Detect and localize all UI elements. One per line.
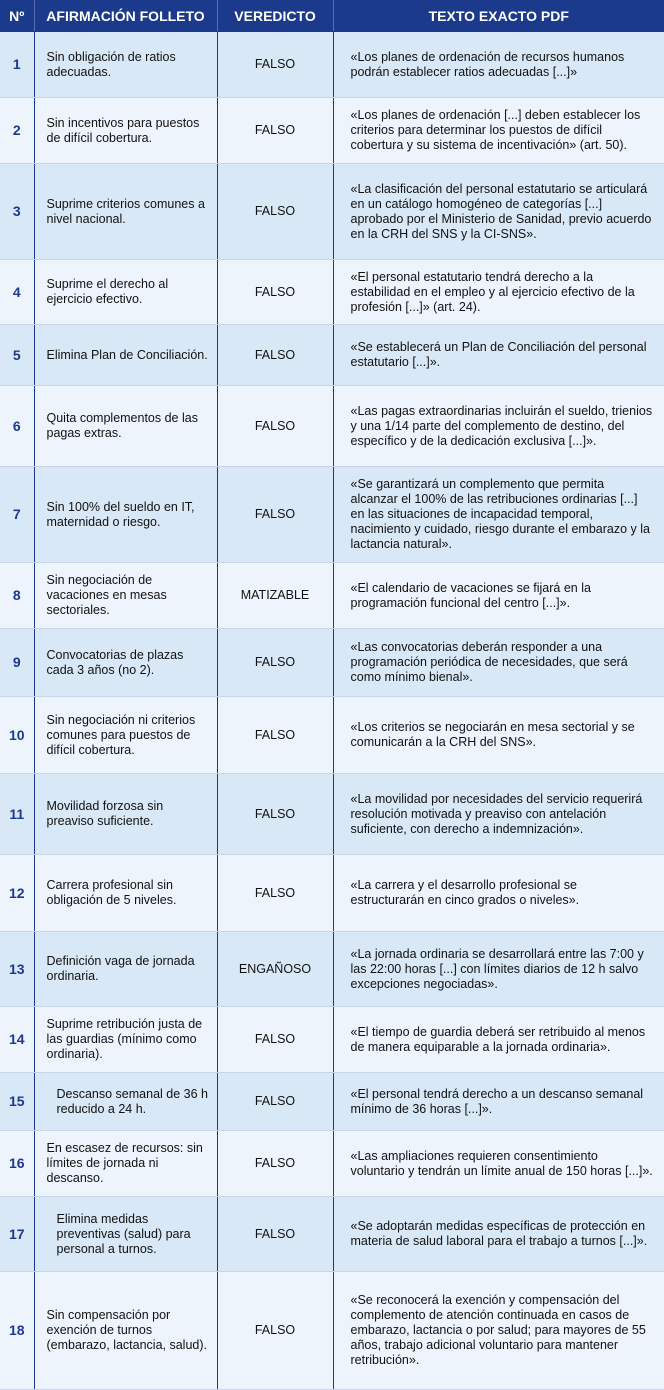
- row-quote: «Los criterios se negociarán en mesa sectorial y se comunicarán a la CRH del SNS».: [333, 697, 664, 774]
- table-body: [0, 32, 664, 1390]
- table-header: [0, 0, 664, 32]
- row-quote: «La jornada ordinaria se desarrollará entre las 7:00 y las 22:00 horas [...] con límites diarios de 12 h salvo excepciones negociadas».: [333, 932, 664, 1007]
- table-row: [0, 1272, 664, 1390]
- table-row: [0, 386, 664, 467]
- row-quote: «La clasificación del personal estatutario se articulará en un catálogo homogéneo de categorías [...] aprobado por el Ministerio de Sanidad, previo acuerdo en la CRH del SNS y la CI-SNS».: [333, 164, 664, 260]
- row-verdict: FALSO: [217, 1272, 333, 1390]
- row-claim: Sin negociación de vacaciones en mesas sectoriales.: [34, 563, 217, 629]
- table-row: [0, 325, 664, 386]
- row-quote: «Se establecerá un Plan de Conciliación del personal estatutario [...]».: [333, 325, 664, 386]
- row-verdict: FALSO: [217, 325, 333, 386]
- row-number: 3: [0, 164, 34, 260]
- table-row: [0, 32, 664, 98]
- row-claim: Sin compensación por exención de turnos (embarazo, lactancia, salud).: [34, 1272, 217, 1390]
- row-number: 8: [0, 563, 34, 629]
- row-quote: «Se adoptarán medidas específicas de protección en materia de salud laboral para el trabajo a turnos [...]».: [333, 1197, 664, 1272]
- row-number: 11: [0, 774, 34, 855]
- table-row: [0, 774, 664, 855]
- row-number: 16: [0, 1131, 34, 1197]
- row-verdict: MATIZABLE: [217, 563, 333, 629]
- row-quote: «El tiempo de guardia deberá ser retribuido al menos de manera equiparable a la jornada ordinaria».: [333, 1007, 664, 1073]
- row-number: 4: [0, 260, 34, 325]
- row-number: 15: [0, 1073, 34, 1131]
- row-verdict: FALSO: [217, 855, 333, 932]
- header-quote: TEXTO EXACTO PDF: [333, 0, 664, 32]
- table-row: [0, 629, 664, 697]
- row-claim: Quita complementos de las pagas extras.: [34, 386, 217, 467]
- header-claim: AFIRMACIÓN FOLLETO: [34, 0, 217, 32]
- row-claim: Sin obligación de ratios adecuadas.: [34, 32, 217, 98]
- table-row: [0, 1007, 664, 1073]
- row-verdict: FALSO: [217, 1197, 333, 1272]
- row-quote: «La movilidad por necesidades del servicio requerirá resolución motivada y preaviso con antelación suficiente, con derecho a indemnización».: [333, 774, 664, 855]
- row-quote: «Se garantizará un complemento que permita alcanzar el 100% de las retribuciones ordinarias [...] en las situaciones de incapacidad temporal, nacimiento y cuidado, riesgo durante el embarazo y la lactancia natural».: [333, 467, 664, 563]
- row-claim: Suprime retribución justa de las guardias (mínimo como ordinaria).: [34, 1007, 217, 1073]
- row-verdict: FALSO: [217, 1007, 333, 1073]
- row-quote: «La carrera y el desarrollo profesional se estructurarán en cinco grados o niveles».: [333, 855, 664, 932]
- table-row: [0, 260, 664, 325]
- row-claim: Descanso semanal de 36 h reducido a 24 h.: [34, 1073, 217, 1131]
- table-row: [0, 1131, 664, 1197]
- table-row: [0, 563, 664, 629]
- row-number: 7: [0, 467, 34, 563]
- row-verdict: FALSO: [217, 1131, 333, 1197]
- row-quote: «Los planes de ordenación [...] deben establecer los criterios para determinar los puestos de difícil cobertura y su sistema de incentivación» (art. 50).: [333, 98, 664, 164]
- row-claim: Sin 100% del sueldo en IT, maternidad o riesgo.: [34, 467, 217, 563]
- table-row: [0, 932, 664, 1007]
- row-number: 18: [0, 1272, 34, 1390]
- row-verdict: FALSO: [217, 774, 333, 855]
- header-row: [0, 0, 664, 32]
- row-claim: Definición vaga de jornada ordinaria.: [34, 932, 217, 1007]
- row-quote: «El personal tendrá derecho a un descanso semanal mínimo de 36 horas [...]».: [333, 1073, 664, 1131]
- table-row: [0, 855, 664, 932]
- table-row: [0, 164, 664, 260]
- table-row: [0, 1197, 664, 1272]
- row-verdict: FALSO: [217, 1073, 333, 1131]
- row-verdict: FALSO: [217, 467, 333, 563]
- row-verdict: FALSO: [217, 98, 333, 164]
- row-number: 9: [0, 629, 34, 697]
- row-claim: En escasez de recursos: sin límites de jornada ni descanso.: [34, 1131, 217, 1197]
- row-verdict: FALSO: [217, 32, 333, 98]
- row-number: 17: [0, 1197, 34, 1272]
- row-number: 12: [0, 855, 34, 932]
- row-quote: «El personal estatutario tendrá derecho a la estabilidad en el empleo y al ejercicio efectivo de la profesión [...]» (art. 24).: [333, 260, 664, 325]
- header-verdict: VEREDICTO: [217, 0, 333, 32]
- row-number: 2: [0, 98, 34, 164]
- row-claim: Movilidad forzosa sin preaviso suficiente.: [34, 774, 217, 855]
- row-quote: «Se reconocerá la exención y compensación del complemento de atención continuada en casos de embarazo, lactancia o por salud; para mayores de 55 años, trabajo adicional voluntario para mantener retribución».: [333, 1272, 664, 1390]
- row-claim: Convocatorias de plazas cada 3 años (no 2).: [34, 629, 217, 697]
- row-number: 14: [0, 1007, 34, 1073]
- row-number: 5: [0, 325, 34, 386]
- row-verdict: FALSO: [217, 629, 333, 697]
- row-quote: «El calendario de vacaciones se fijará en la programación funcional del centro [...]».: [333, 563, 664, 629]
- header-num: Nº: [0, 0, 34, 32]
- table-row: [0, 98, 664, 164]
- row-quote: «Las pagas extraordinarias incluirán el sueldo, trienios y una 1/14 parte del complemento de destino, del específico y de la dedicación exclusiva [...]».: [333, 386, 664, 467]
- row-number: 10: [0, 697, 34, 774]
- row-claim: Sin negociación ni criterios comunes para puestos de difícil cobertura.: [34, 697, 217, 774]
- row-verdict: ENGAÑOSO: [217, 932, 333, 1007]
- row-number: 1: [0, 32, 34, 98]
- table-row: [0, 467, 664, 563]
- row-verdict: FALSO: [217, 386, 333, 467]
- row-claim: Elimina medidas preventivas (salud) para personal a turnos.: [34, 1197, 217, 1272]
- row-verdict: FALSO: [217, 260, 333, 325]
- row-number: 13: [0, 932, 34, 1007]
- row-claim: Carrera profesional sin obligación de 5 niveles.: [34, 855, 217, 932]
- row-claim: Elimina Plan de Conciliación.: [34, 325, 217, 386]
- row-number: 6: [0, 386, 34, 467]
- row-claim: Suprime el derecho al ejercicio efectivo.: [34, 260, 217, 325]
- row-verdict: FALSO: [217, 697, 333, 774]
- table-row: [0, 697, 664, 774]
- table-row: [0, 1073, 664, 1131]
- row-quote: «Los planes de ordenación de recursos humanos podrán establecer ratios adecuadas [...]»: [333, 32, 664, 98]
- row-claim: Sin incentivos para puestos de difícil cobertura.: [34, 98, 217, 164]
- row-claim: Suprime criterios comunes a nivel nacional.: [34, 164, 217, 260]
- row-quote: «Las ampliaciones requieren consentimiento voluntario y tendrán un límite anual de 150 horas [...]».: [333, 1131, 664, 1197]
- row-verdict: FALSO: [217, 164, 333, 260]
- row-quote: «Las convocatorias deberán responder a una programación periódica de necesidades, que será como mínimo bienal».: [333, 629, 664, 697]
